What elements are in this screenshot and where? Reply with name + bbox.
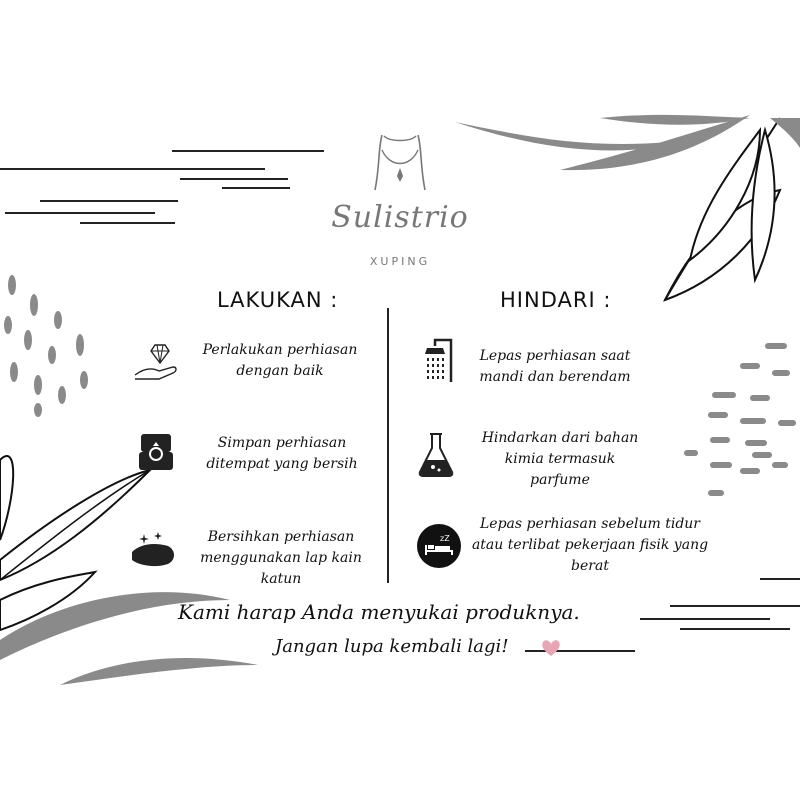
do-item-3: Bersihkan perhiasan menggunakan lap kain katun	[200, 529, 362, 587]
brand-subtitle: XUPING	[369, 255, 431, 268]
dont-item-1: Lepas perhiasan saat mandi dan berendam	[479, 348, 631, 385]
diamond-hand-icon	[133, 343, 179, 383]
brand-name: Sulistrio	[331, 200, 469, 235]
necklace-bust-icon	[370, 130, 430, 200]
dont-item-2: Hindarkan dari bahan kimia termasuk parfume	[481, 430, 639, 488]
dont-title: HINDARI :	[500, 288, 612, 312]
do-item-2: Simpan perhiasan ditempat yang bersih	[206, 435, 358, 472]
footer-line-1: Kami harap Anda menyukai produknya.	[178, 600, 580, 624]
svg-text:zZ: zZ	[440, 534, 450, 543]
sleep-bed-icon	[416, 523, 462, 569]
do-item-1: Perlakukan perhiasan dengan baik	[202, 342, 358, 379]
chemical-flask-icon	[417, 432, 455, 478]
dont-item-3: Lepas perhiasan sebelum tidur atau terlibat pekerjaan fisik yang berat	[471, 516, 709, 574]
column-divider	[387, 308, 389, 583]
do-title: LAKUKAN :	[217, 288, 339, 312]
footer-line-2: Jangan lupa kembali lagi!	[275, 636, 509, 657]
cloth-sparkle-icon	[128, 530, 180, 570]
ring-box-icon	[138, 432, 174, 472]
shower-icon	[421, 338, 457, 384]
brand-logo	[325, 130, 475, 275]
heart-icon	[540, 638, 562, 658]
